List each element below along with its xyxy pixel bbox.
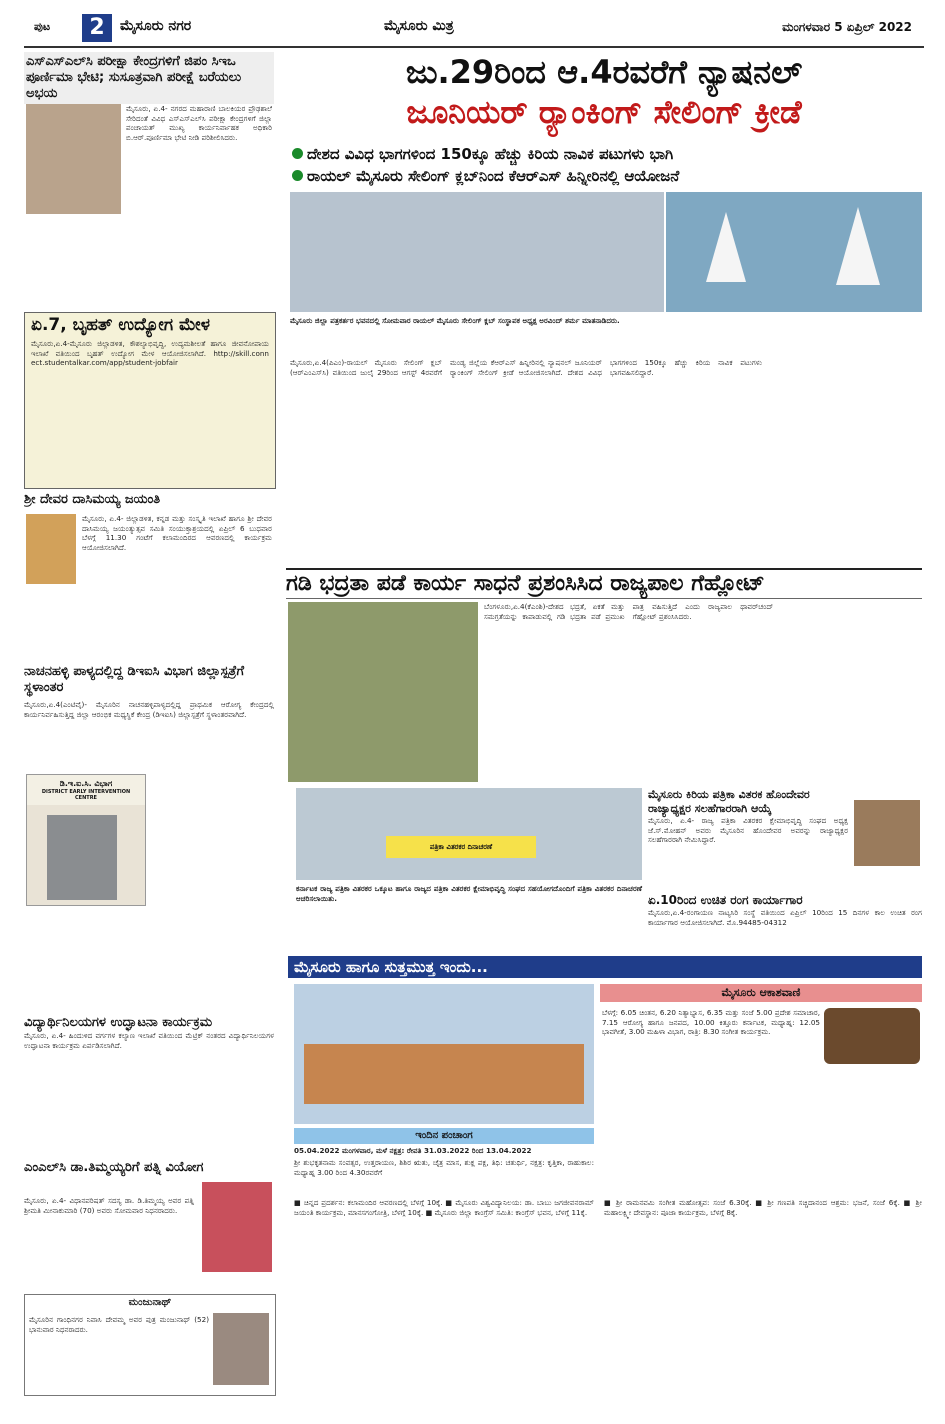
story-title: ಶ್ರೀ ದೇವರ ದಾಸಿಮಯ್ಯ ಜಯಂತಿ [24, 492, 161, 507]
page-header [24, 12, 924, 48]
headline-text: ಗಡಿ ಭದ್ರತಾ ಪಡೆ ಕಾರ್ಯ ಸಾಧನೆ ಪ್ರಶಂಸಿಸಿದ ರಾಜ್ಯಪಾಲ ಗೆಹ್ಲೋಟ್ [286, 571, 765, 596]
distributors-photo [296, 788, 642, 880]
story-title: ನಾಚನಹಳ್ಳಿ ಪಾಳ್ಯದಲ್ಲಿದ್ದ ಡಿಇಐಸಿ ವಿಭಾಗ ಜಿಲ್ಲಾಸ್ಪತ್ರೆಗೆ ಸ್ಥಳಾಂತರ [24, 664, 245, 695]
photo-caption: ಮೈಸೂರು ಜಿಲ್ಲಾ ಪತ್ರಕರ್ತರ ಭವನದಲ್ಲಿ ಸೋಮವಾರ ರಾಯಲ್ ಮೈಸೂರು ಸೇಲಿಂಗ್ ಕ್ಲಬ್ ಸಂಸ್ಥಾಪಕ ಅಧ್ಯಕ್ಷ ಅರವಿಂದ್ ಶರ್ಮ ಮಾತನಾಡಿದರು. [290, 316, 620, 325]
radio-icon [824, 1008, 920, 1064]
bullet-text: ರಾಯಲ್ ಮೈಸೂರು ಸೇಲಿಂಗ್ ಕ್ಲಬ್‌ನಿಂದ ಕೆಆರ್‌ಎಸ್ ಹಿನ್ನೀರಿನಲ್ಲಿ ಆಯೋಜನೆ [307, 167, 680, 185]
page-label: ಪುಟ [34, 20, 51, 33]
events-left: ■ ಚಿನ್ನದ ಪ್ರದರ್ಶನ: ಕಲಾಮಂದಿರ ಆವರಣದಲ್ಲಿ ಬೆಳಗ್ಗೆ 10ಕ್ಕೆ. ■ ಮೈಸೂರು ವಿಶ್ವವಿದ್ಯಾನಿಲಯ: ಡಾ. ಬಾಬು ಜಗಜೀವನರಾಮ್ ಜಯಂತಿ ಕಾರ್ಯಕ್ರಮ, ಮಾನಸಗಂಗೋತ್ರಿ, ಬೆಳಗ್ಗೆ 10ಕ್ಕೆ. ■ ಮೈಸೂರು ಜಿಲ್ಲಾ ಕಾಂಗ್ರೆಸ್ ಸಮಿತಿ: ಕಾಂಗ್ರೆಸ್ ಭವನ, ಬೆಳಗ್ಗೆ 11ಕ್ಕೆ. [294, 1198, 594, 1217]
bullet-1 [292, 144, 922, 164]
banner-text: ಮೈಸೂರು ಹಾಗೂ ಸುತ್ತಮುತ್ತ ಇಂದು... [294, 958, 488, 976]
door-shape [47, 815, 117, 900]
panchanga-date: 05.04.2022 ಮಂಗಳವಾರ, ಮಳೆ ನಕ್ಷತ್ರ: ರೇವತಿ 31.03.2022 ರಿಂದ 13.04.2022 [294, 1146, 532, 1155]
bullet-2 [292, 166, 922, 186]
main-story-body: ಮೈಸೂರು,ಏ.4(ಪಿಎಂ)-ರಾಯಲ್ ಮೈಸೂರು ಸೇಲಿಂಗ್ ಕ್ಲಬ್ (ಆರ್‌ಎಂಎಸ್‌ಸಿ) ವತಿಯಿಂದ ಜುಲೈ 29ರಿಂದ ಆಗಸ್ಟ್ 4ರವರೆಗೆ ಮಂಡ್ಯ ಜಿಲ್ಲೆಯ ಕೆಆರ್‌ಎಸ್ ಹಿನ್ನೀರಿನಲ್ಲಿ ನ್ಯಾಷನಲ್ ಜೂನಿಯರ್ ರ‍್ಯಾಂಕಿಂಗ್ ಸೇಲಿಂಗ್ ಕ್ರೀಡೆ ಆಯೋಜಿಸಲಾಗಿದೆ. ದೇಶದ ವಿವಿಧ ಭಾಗಗಳಿಂದ 150ಕ್ಕೂ ಹೆಚ್ಚು ಕಿರಿಯ ನಾವಿಕ ಪಟುಗಳು ಭಾಗವಹಿಸಲಿದ್ದಾರೆ. [290, 358, 762, 377]
story-theatre-workshop [648, 892, 922, 952]
story-body: ಮೈಸೂರು, ಏ.4- ವಿಧಾನಪರಿಷತ್ ಸದಸ್ಯ ಡಾ. ಡಿ.ತಿಮ್ಮಯ್ಯ ಅವರ ಪತ್ನಿ ಶ್ರೀಮತಿ ಮೀನಾಕುಮಾರಿ (70) ಅವರು ಸೋಮವಾರ ನಿಧನರಾದರು. [24, 1196, 194, 1215]
governor-body: ಬೆಂಗಳೂರು,ಏ.4(ಕೆಎಂಶಿ)-ದೇಶದ ಭದ್ರತೆ, ಏಕತೆ ಮತ್ತು ಸಮಗ್ರತೆಯನ್ನು ಕಾಪಾಡುವಲ್ಲಿ ಗಡಿ ಭದ್ರತಾ ಪಡೆ ಪ್ರಮುಖ ಪಾತ್ರ ವಹಿಸುತ್ತಿದೆ ಎಂದು ರಾಜ್ಯಪಾಲ ಥಾವರ್‌ಚಂದ್ ಗೆಹ್ಲೋಟ್ ಪ್ರಶಂಸಿಸಿದರು. [484, 602, 774, 621]
sailing-boats-photo [666, 192, 922, 312]
page-number: 2 [82, 14, 112, 42]
bullet-icon [292, 170, 303, 181]
story-job-fair [24, 312, 276, 489]
palace-shape [304, 1044, 584, 1104]
story-body: ಮೈಸೂರು,ಏ.4-ರಂಗಾಯಣ ನಾಟ್ಯಸಿರಿ ಸಂಸ್ಥೆ ವತಿಯಿಂದ ಏಪ್ರಿಲ್ 10ರಿಂದ 15 ದಿನಗಳ ಕಾಲ ಉಚಿತ ರಂಗ ಕಾರ್ಯಾಗಾರ ಆಯೋಜಿಸಲಾಗಿದೆ. ಮೊ.94485-04312 [648, 908, 922, 927]
portrait-photo [202, 1182, 272, 1272]
sail-shape [706, 212, 746, 282]
story-body: ಮೈಸೂರು, ಏ.4- ನಗರದ ಮಹಾರಾಣಿ ಬಾಲಕಿಯರ ಪ್ರೌಢಶಾಲೆ ಸೇರಿದಂತೆ ವಿವಿಧ ಎಸ್‌ಎಸ್‌ಎಲ್‌ಸಿ ಪರೀಕ್ಷಾ ಕೇಂದ್ರಗಳಿಗೆ ಜಿಲ್ಲಾ ಪಂಚಾಯತ್ ಮುಖ್ಯ ಕಾರ್ಯನಿರ್ವಾಹಕ ಅಧಿಕಾರಿ ಬಿ.ಆರ್.ಪೂರ್ಣಿಮಾ ಭೇಟಿ ನೀಡಿ ಪರಿಶೀಲಿಸಿದರು. [126, 104, 272, 142]
story-body: ಮೈಸೂರು, ಏ.4- ಜಿಲ್ಲಾಡಳಿತ, ಕನ್ನಡ ಮತ್ತು ಸಂಸ್ಕೃತಿ ಇಲಾಖೆ ಹಾಗೂ ಶ್ರೀ ದೇವರ ದಾಸಿಮಯ್ಯ ಜಯಂತ್ಯುತ್ಸವ ಸಮಿತಿ ಸಂಯುಕ್ತಾಶ್ರಯದಲ್ಲಿ ಏಪ್ರಿಲ್ 6 ಬುಧವಾರ ಬೆಳಗ್ಗೆ 11.30 ಗಂಟೆಗೆ ಕಲಾಮಂದಿರದ ಆವರಣದಲ್ಲಿ ಕಾರ್ಯಕ್ರಮ ಆಯೋಜಿಸಲಾಗಿದೆ. [82, 514, 272, 552]
story-body: ಮೈಸೂರಿನ ಗಾಂಧಿನಗರ ನಿವಾಸಿ ದೇವಮ್ಮ ಅವರ ಪುತ್ರ ಮಂಜುನಾಥ್ (52) ಭಾನುವಾರ ನಿಧನರಾದರು. [29, 1315, 209, 1334]
story-title: ಮಂಜುನಾಥ್ [128, 1297, 172, 1308]
governor-photo [288, 602, 478, 782]
story-title: ವಿದ್ಯಾರ್ಥಿನಿಲಯಗಳ ಉದ್ಘಾಟನಾ ಕಾರ್ಯಕ್ರಮ [24, 1015, 213, 1030]
story-title: ಎಸ್‌ಎಸ್‌ಎಲ್‌ಸಿ ಪರೀಕ್ಷಾ ಕೇಂದ್ರಗಳಿಗೆ ಜಿಪಂ ಸಿಇಒ ಪೂರ್ಣಿಮಾ ಭೇಟಿ; ಸುಸೂತ್ರವಾಗಿ ಪರೀಕ್ಷೆ ಬರೆಯಲು ಅಭಯ [24, 52, 274, 104]
sail-shape [836, 207, 880, 285]
governor-headline [286, 568, 922, 599]
radio-body: ಬೆಳಗ್ಗೆ: 6.05 ಚಿಂತನ, 6.20 ನಿತ್ಯಾಭ್ಯಾಸ, 6.35 ಮತ್ತು ಸಂಜೆ 5.00 ಪ್ರದೇಶ ಸಮಾಚಾರ, 7.15 ಆರೋಗ್ಯ ಹಾಗೂ ಜನಪದ, 10.00 ಕಿತ್ತೂರು ಕರ್ನಾಟಕ, ಮಧ್ಯಾಹ್ನ: 12.05 ಭಾವಗೀತೆ, 3.00 ಮಹಿಳಾ ವಿಭಾಗ, ರಾತ್ರಿ: 8.30 ಸಂಗೀತ ಕಾರ್ಯಕ್ರಮ. [602, 1008, 820, 1037]
palace-photo [294, 984, 594, 1124]
sign-kannada: ಡಿ.ಇ.ಐ.ಸಿ. ವಿಭಾಗ [59, 779, 113, 788]
story-body: ಮೈಸೂರು,ಏ.4-ಮೈಸೂರು ಜಿಲ್ಲಾಡಳಿತ, ಕೌಶಲ್ಯಾಭಿವೃದ್ಧಿ, ಉದ್ಯಮಶೀಲತೆ ಹಾಗೂ ಜೀವನೋಪಾಯ ಇಲಾಖೆ ವತಿಯಿಂದ ಬೃಹತ್ ಉದ್ಯೋಗ ಮೇಳ ಆಯೋಜಿಸಲಾಗಿದೆ. http://skill.conn ect.studentalkar.com/app/student-jobfair [31, 339, 269, 368]
section-name: ಮೈಸೂರು ನಗರ [120, 18, 192, 34]
saint-photo [26, 514, 76, 584]
panchanga-body: ಶ್ರೀ ಶುಭಕೃತನಾಮ ಸಂವತ್ಸರ, ಉತ್ತರಾಯಣ, ಶಿಶಿರ ಋತು, ಚೈತ್ರ ಮಾಸ, ಶುಕ್ಲ ಪಕ್ಷ, ತಿಥಿ: ಚತುರ್ಥಿ, ನಕ್ಷತ್ರ: ಕೃತ್ತಿಕಾ, ರಾಹುಕಾಲ: ಮಧ್ಯಾಹ್ನ 3.00 ರಿಂದ 4.30ರವರೆಗೆ [294, 1158, 594, 1177]
deic-building-photo [26, 774, 146, 906]
story-hostel [24, 1015, 274, 1075]
story-manjunath [24, 1294, 276, 1396]
portrait-photo [854, 800, 920, 866]
story-sslc [24, 52, 274, 314]
headline-line-2: ಜೂನಿಯರ್ ರ‍್ಯಾಂಕಿಂಗ್ ಸೇಲಿಂಗ್ ಕ್ರೀಡೆ [406, 93, 802, 131]
headline-line-1: ಜು.29ರಿಂದ ಆ.4ರವರೆಗೆ ನ್ಯಾಷನಲ್ [405, 53, 803, 91]
sign-english: DISTRICT EARLY INTERVENTION CENTRE [41, 789, 131, 801]
deic-sign [27, 775, 145, 805]
story-obituary [24, 1160, 274, 1290]
radio-title: ಮೈಸೂರು ಆಕಾಶವಾಣಿ [600, 984, 922, 1002]
story-deic [24, 664, 274, 1014]
portrait-photo [213, 1313, 269, 1385]
story-distributor-advisor [648, 788, 922, 888]
story-body: ಮೈಸೂರು, ಏ.4- ರಾಜ್ಯ ಪತ್ರಿಕಾ ವಿತರಕರ ಕ್ಷೇಮಾಭಿವೃದ್ಧಿ ಸಂಘದ ಅಧ್ಯಕ್ಷ ಜೆ.ಸ್‌.ಮೋಹನ್ ಅವರು ಮೈಸೂರಿನ ಹೊಂದೇವರ ಅವರನ್ನು ರಾಜ್ಯಾಧ್ಯಕ್ಷರ ಸಲಹೆಗಾರರಾಗಿ ನೇಮಿಸಿದ್ದಾರೆ. [648, 816, 848, 845]
story-body: ಮೈಸೂರು, ಏ.4- ಹಿಂದುಳಿದ ವರ್ಗಗಳ ಕಲ್ಯಾಣ ಇಲಾಖೆ ವತಿಯಿಂದ ಮೆಟ್ರಿಕ್ ನಂತರದ ವಿದ್ಯಾರ್ಥಿನಿಲಯಗಳ ಉದ್ಘಾಟನಾ ಕಾರ್ಯಕ್ರಮ ಏರ್ಪಡಿಸಲಾಗಿದೆ. [24, 1031, 274, 1050]
main-headline [286, 52, 922, 140]
inspection-photo [26, 104, 121, 214]
newspaper-page [24, 12, 924, 1402]
bullet-text: ದೇಶದ ವಿವಿಧ ಭಾಗಗಳಿಂದ 150ಕ್ಕೂ ಹೆಚ್ಚು ಕಿರಿಯ ನಾವಿಕ ಪಟುಗಳು ಭಾಗಿ [307, 145, 674, 163]
story-title: ಎಂಎಲ್‌ಸಿ ಡಾ.ತಿಮ್ಮಯ್ಯರಿಗೆ ಪತ್ನಿ ವಿಯೋಗ [24, 1160, 204, 1175]
story-dasimayya [24, 492, 274, 662]
story-body: ಮೈಸೂರು,ಏ.4(ಎಂಟಿವೈ)- ಮೈಸೂರಿನ ನಾಚನಹಳ್ಳಿಪಾಳ್ಯದಲ್ಲಿದ್ದ ಪ್ರಾಥಮಿಕ ಆರೋಗ್ಯ ಕೇಂದ್ರದಲ್ಲಿ ಕಾರ್ಯನಿರ್ವಹಿಸುತ್ತಿದ್ದ ಜಿಲ್ಲಾ ಆರಂಭಿಕ ಮಧ್ಯಸ್ಥಿಕೆ ಕೇಂದ್ರ (ಡಿಇಐಸಿ) ಜಿಲ್ಲಾಸ್ಪತ್ರೆಗೆ ಸ್ಥಳಾಂತರವಾಗಿದೆ. [24, 700, 274, 719]
story-title: ಮೈಸೂರು ಕಿರಿಯ ಪತ್ರಿಕಾ ವಿತರಕ ಹೊಂದೇವರ ರಾಜ್ಯಾಧ್ಯಕ್ಷರ ಸಲಹೆಗಾರರಾಗಿ ಆಯ್ಕೆ [648, 788, 810, 815]
story-title: ಏ.10ರಿಂದ ಉಚಿತ ರಂಗ ಕಾರ್ಯಾಗಾರ [648, 893, 803, 907]
bullet-icon [292, 148, 303, 159]
issue-date: ಮಂಗಳವಾರ 5 ಏಪ್ರಿಲ್ 2022 [782, 20, 912, 34]
events-right: ■ ಶ್ರೀ ರಾಮನವಮಿ ಸಂಗೀತ ಮಹೋತ್ಸವ: ಸಂಜೆ 6.30ಕ್ಕೆ. ■ ಶ್ರೀ ಗಣಪತಿ ಸಚ್ಚಿದಾನಂದ ಆಶ್ರಮ: ಭಜನೆ, ಸಂಜೆ 6ಕ್ಕೆ. ■ ಶ್ರೀ ಮಹಾಲಕ್ಷ್ಮೀ ದೇವಸ್ಥಾನ: ಪೂಜಾ ಕಾರ್ಯಕ್ರಮ, ಬೆಳಗ್ಗೆ 8ಕ್ಕೆ. [604, 1198, 922, 1217]
panchanga-title: ಇಂದಿನ ಪಂಚಾಂಗ [294, 1128, 594, 1144]
distributors-caption: ಕರ್ನಾಟಕ ರಾಜ್ಯ ಪತ್ರಿಕಾ ವಿತರಕರ ಒಕ್ಕೂಟ ಹಾಗೂ ರಾಜ್ಯದ ಪತ್ರಿಕಾ ವಿತರಕರ ಕ್ಷೇಮಾಭಿವೃದ್ಧಿ ಸಂಘದ ಸಹಯೋಗದೊಂದಿಗೆ ಪತ್ರಿಕಾ ವಿತರಕರ ದಿನಾಚರಣೆ ಆಚರಿಸಲಾಯಿತು. [296, 884, 642, 903]
newspaper-name: ಮೈಸೂರು ಮಿತ್ರ [384, 18, 454, 34]
press-meet-photo [290, 192, 664, 312]
banner-text: ಪತ್ರಿಕಾ ವಿತರಕರ ದಿನಾಚರಣೆ [386, 836, 536, 858]
story-title: ಏ.7, ಬೃಹತ್ ಉದ್ಯೋಗ ಮೇಳ [31, 315, 210, 335]
today-banner [288, 956, 922, 978]
